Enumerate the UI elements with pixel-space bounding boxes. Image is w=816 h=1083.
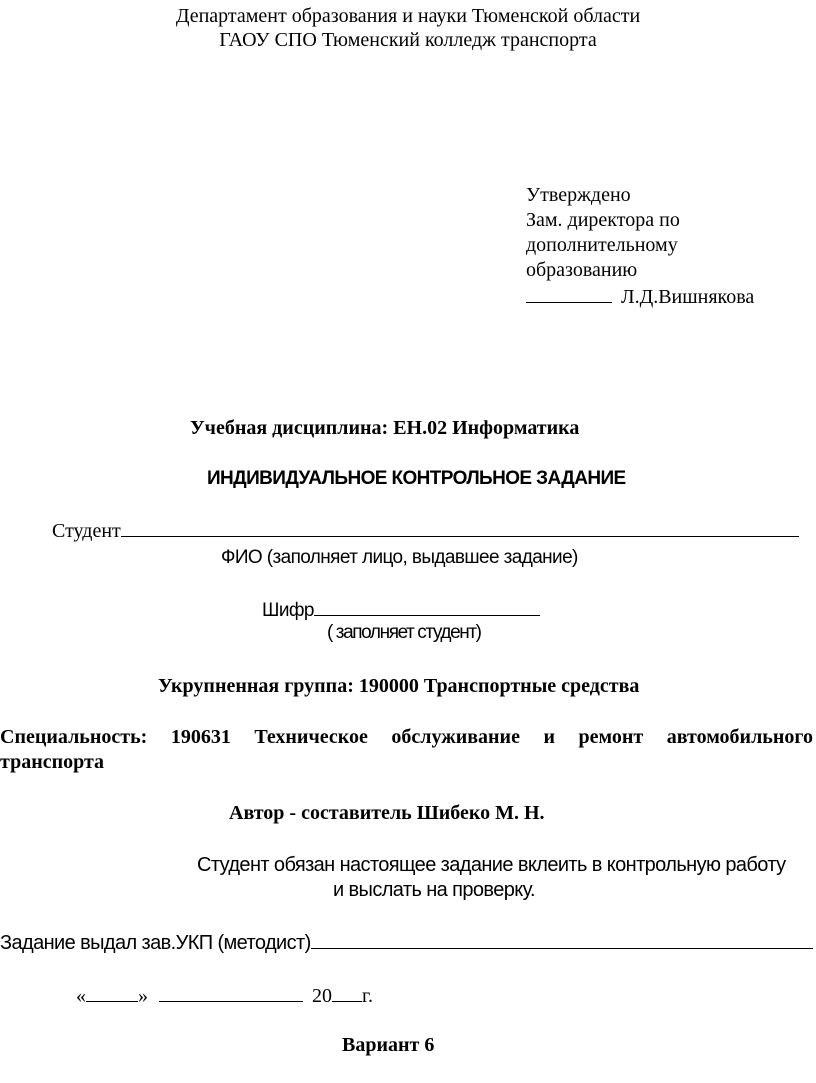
document-title: ИНДИВИДУАЛЬНОЕ КОНТРОЛЬНОЕ ЗАДАНИЕ	[207, 468, 626, 489]
date-month-field[interactable]	[159, 982, 303, 1002]
date-close-quote: »	[138, 985, 148, 1007]
variant: Вариант 6	[342, 1034, 435, 1056]
student-name-field[interactable]	[121, 517, 799, 537]
instruction-line1: Студент обязан настоящее задание вклеить в контрольную работу	[197, 854, 786, 876]
header-college: ГАОУ СПО Тюменский колледж транспорта	[219, 29, 597, 51]
specialty-line2: транспорта	[0, 751, 105, 773]
date-year-prefix: 20	[312, 985, 332, 1007]
issued-signature-field[interactable]	[311, 929, 813, 949]
approval-position-line2: дополнительному	[526, 234, 678, 256]
student-label: Студент	[52, 520, 121, 542]
approval-signature-name: Л.Д.Вишнякова	[621, 286, 755, 308]
date-day-field[interactable]	[86, 982, 138, 1002]
approval-position-line1: Зам. директора по	[526, 209, 680, 231]
cipher-hint: ( заполняет студент)	[327, 622, 481, 643]
approval-position-line3: образованию	[526, 259, 638, 281]
header-department: Департамент образования и науки Тюменской области	[175, 5, 641, 27]
issued-line	[0, 929, 813, 955]
enlarged-group: Укрупненная группа: 190000 Транспортные средства	[158, 675, 640, 697]
student-line	[52, 517, 799, 543]
signature-blank[interactable]	[526, 284, 612, 303]
author: Автор - составитель Шибеко М. Н.	[229, 802, 545, 824]
student-hint: ФИО (заполняет лицо, выдавшее задание)	[221, 547, 578, 568]
date-year-suffix: г.	[362, 985, 373, 1007]
approval-title: Утверждено	[526, 184, 631, 206]
discipline-title: Учебная дисциплина: ЕН.02 Информатика	[190, 417, 580, 439]
issued-label: Задание выдал зав.УКП (методист)	[0, 932, 311, 954]
specialty-line1: Специальность: 190631 Техническое обслуживание и ремонт автомобильного	[0, 726, 813, 748]
cipher-field[interactable]	[314, 596, 540, 616]
date-open-quote: «	[76, 985, 86, 1007]
approval-signature-line	[526, 284, 754, 309]
date-year-field[interactable]	[332, 982, 362, 1002]
cipher-label: Шифр	[262, 600, 314, 621]
date-line	[76, 982, 373, 1008]
cipher-line	[262, 596, 540, 623]
instruction-line2: и выслать на проверку.	[333, 879, 535, 901]
